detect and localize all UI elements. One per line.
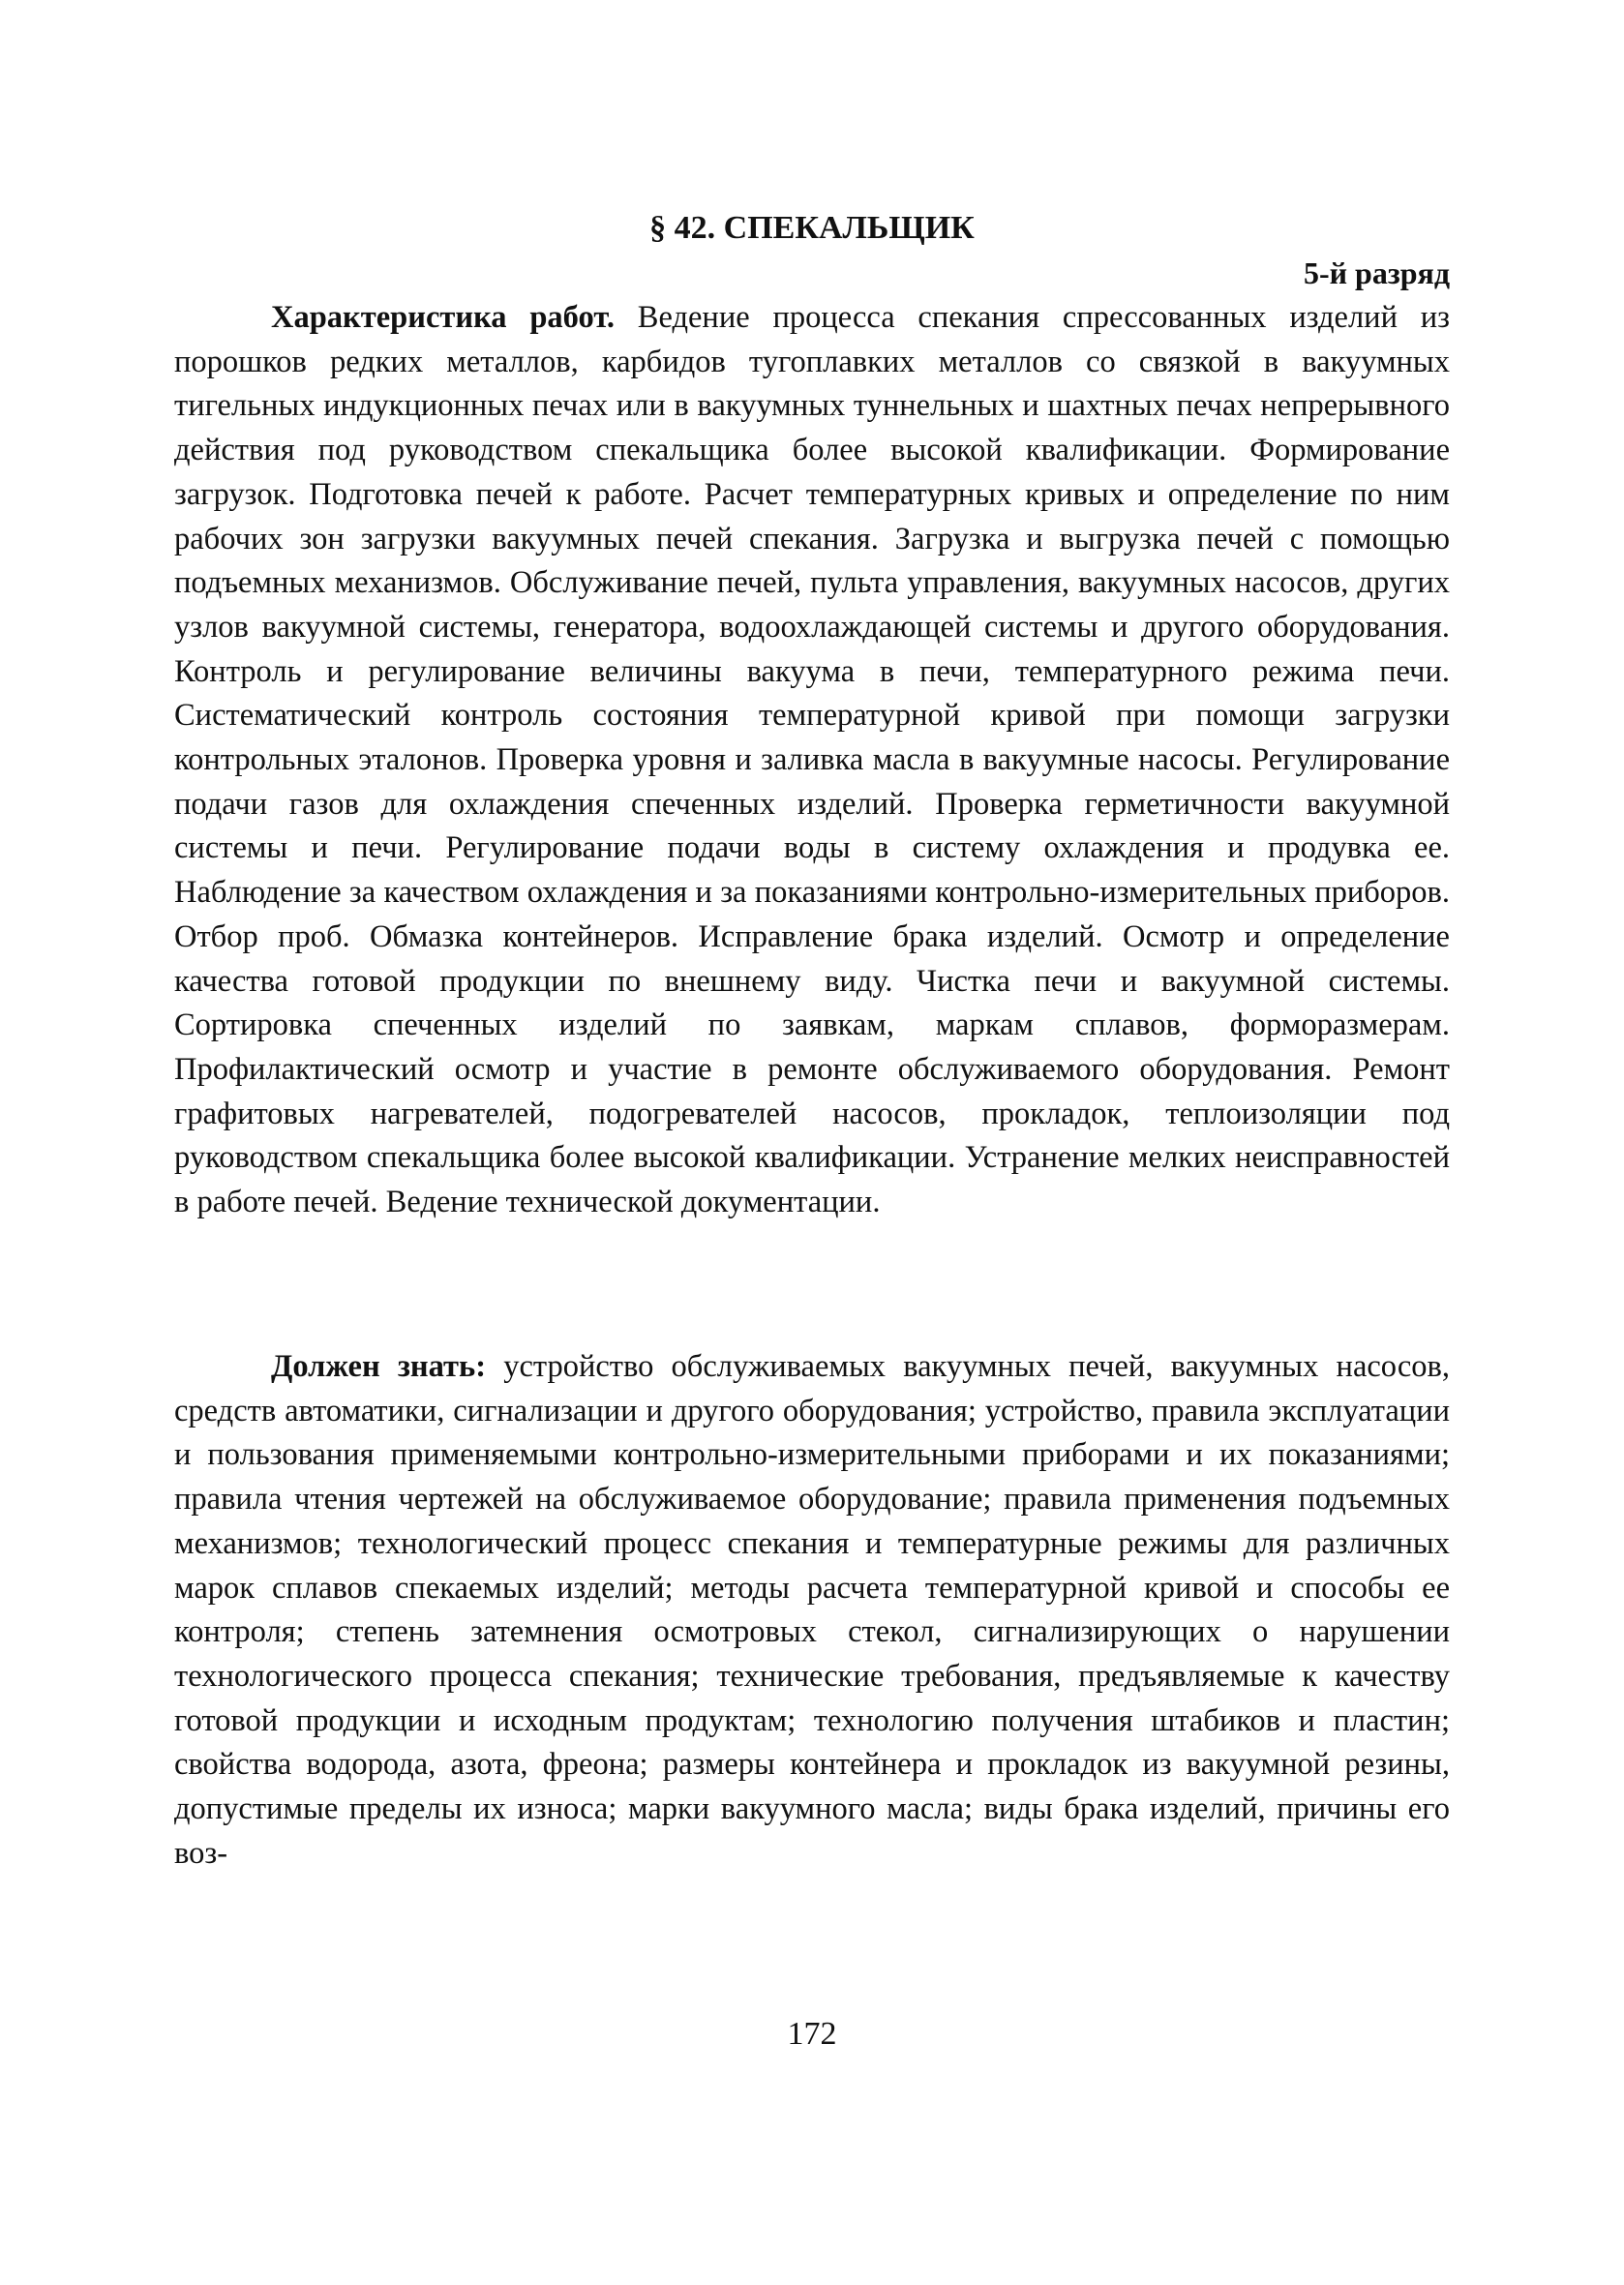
required-knowledge-paragraph (174, 1345, 1450, 1876)
work-characteristics-heading: Характеристика работ. (271, 300, 615, 335)
required-knowledge-heading: Должен знать: (271, 1349, 487, 1384)
work-characteristics-paragraph (174, 296, 1450, 1225)
section-title: § 42. СПЕКАЛЬЩИК (649, 210, 975, 246)
work-characteristics-block (174, 296, 1450, 1225)
page-number: 172 (787, 2016, 837, 2052)
rank-label: 5-й разряд (1303, 256, 1450, 290)
work-characteristics-text: Ведение процесса спекания спрессованных изделий из порошков редких металлов, карбидов тугоплавких металлов со связкой в вакуумных тигельных индукционных печах или в вакуумных туннельных и шахтных печах непрерывного действия под руководством спекальщика более высокой квалификации. Формирование загрузок. Подготовка печей к работе. Расчет температурных кривых и определение по ним рабочих зон загрузки вакуумных печей спекания. Загрузка и выгрузка печей с помощью подъемных механизмов. Обслуживание печей, пульта управления, вакуумных насосов, других узлов вакуумной системы, генератора, водоохлаждающей системы и другого оборудования. Контроль и регулирование величины вакуума в печи, температурного режима печи. Систематический контроль состояния температурной кривой при помощи загрузки контрольных эталонов. Проверка уровня и заливка масла в вакуумные насосы. Регулирование подачи газов для охлаждения спеченных изделий. Проверка герметичности вакуумной системы и печи. Регулирование подачи воды в систему охлаждения и продувка ее. Наблюдение за качеством охлаждения и за показаниями контрольно-измерительных приборов. Отбор проб. Обмазка контейнеров. Исправление брака изделий. Осмотр и определение качества готовой продукции по внешнему виду. Чистка печи и вакуумной системы. Сортировка спеченных изделий по заявкам, маркам сплавов, формоpазмерам. Профилактический осмотр и участие в ремонте обслуживаемого оборудования. Ремонт графитовых нагревателей, подогревателей насосов, прокладок, теплоизоляции под руководством спекальщика более высокой квалификации. Устранение мелких неисправностей в работе печей. Ведение технической документации. (174, 300, 1450, 1220)
required-knowledge-block (174, 1345, 1450, 1876)
required-knowledge-text: устройство обслуживаемых вакуумных печей, вакуумных насосов, средств автоматики, сигнализации и другого оборудования; устройство, правила эксплуатации и пользования применяемыми контрольно-измерительными приборами и их показаниями; правила чтения чертежей на обслуживаемое оборудование; правила применения подъемных механизмов; технологический процесс спекания и температурные режимы для различных марок сплавов спекаемых изделий; методы расчета температурной кривой и способы ее контроля; степень затемнения осмотровых стекол, сигнализирующих о нарушении технологического процесса спекания; технические требования, предъявляемые к качеству готовой продукции и исходным продуктам; технологию получения штабиков и пластин; свойства водорода, азота, фреона; размеры контейнера и прокладок из вакуумной резины, допустимые пределы их износа; марки вакуумного масла; виды брака изделий, причины его воз- (174, 1349, 1451, 1871)
